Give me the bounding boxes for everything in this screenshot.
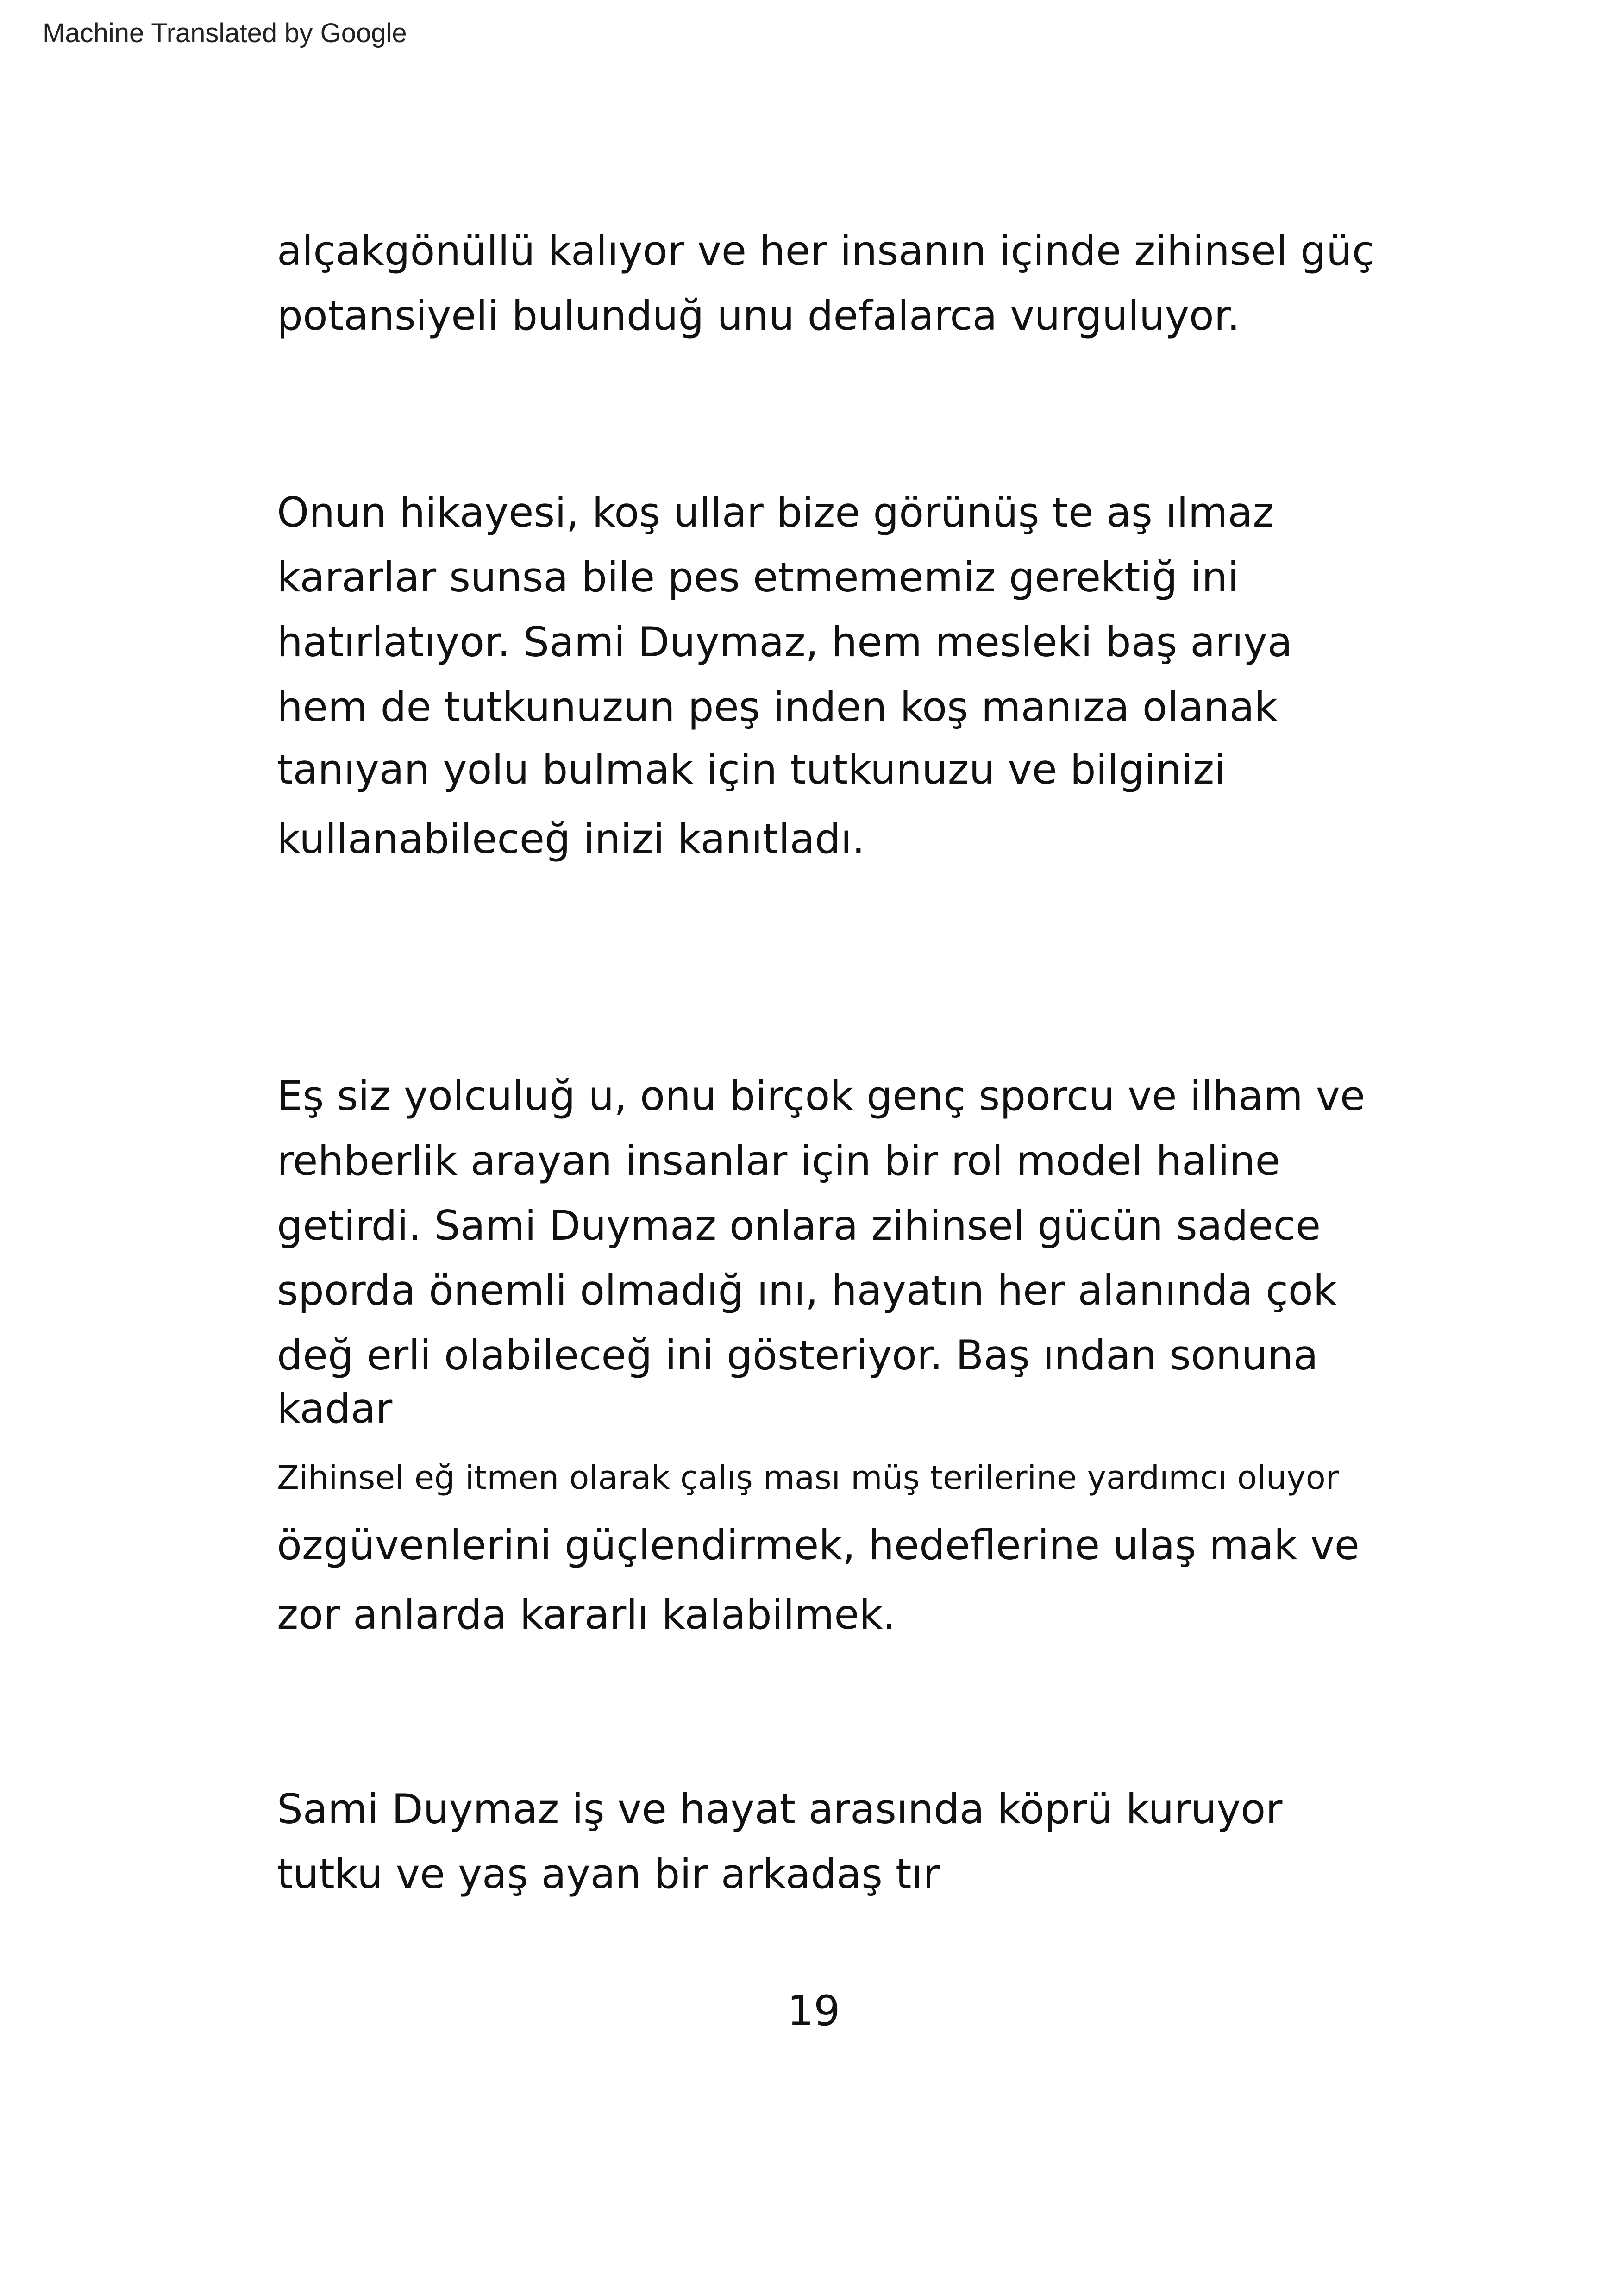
text-line: Onun hikayesi, koş ullar bize görünüş te aş ılmaz: [277, 489, 1274, 536]
page-number: 19: [787, 1987, 840, 2035]
text-line: özgüvenlerini güçlendirmek, hedeflerine ulaş mak ve: [277, 1521, 1360, 1569]
text-line: hem de tutkunuzun peş inden koş manıza olanak: [277, 683, 1278, 731]
machine-translation-watermark: Machine Translated by Google: [43, 18, 407, 48]
text-line: Sami Duymaz iş ve hayat arasında köprü kuruyor: [277, 1785, 1283, 1833]
text-line: rehberlik arayan insanlar için bir rol model haline: [277, 1137, 1280, 1185]
text-line: getirdi. Sami Duymaz onlara zihinsel gücün sadece: [277, 1202, 1321, 1249]
text-line: Zihinsel eğ itmen olarak çalış ması müş terilerine yardımcı oluyor: [277, 1459, 1339, 1497]
text-line: sporda önemli olmadığ ını, hayatın her alanında çok: [277, 1267, 1337, 1314]
text-line: hatırlatıyor. Sami Duymaz, hem mesleki baş arıya: [277, 618, 1292, 666]
text-line: değ erli olabileceğ ini gösteriyor. Baş ından sonuna: [277, 1331, 1318, 1379]
text-line: kullanabileceğ inizi kanıtladı.: [277, 815, 865, 863]
text-line: tanıyan yolu bulmak için tutkunuzu ve bilginizi: [277, 746, 1226, 793]
text-line: alçakgönüllü kalıyor ve her insanın içinde zihinsel güç: [277, 227, 1375, 275]
text-line: tutku ve yaş ayan bir arkadaş tır: [277, 1850, 940, 1898]
text-line: Eş siz yolculuğ u, onu birçok genç sporcu ve ilham ve: [277, 1072, 1366, 1120]
text-line: zor anlarda kararlı kalabilmek.: [277, 1591, 896, 1638]
text-line: potansiyeli bulunduğ unu defalarca vurguluyor.: [277, 292, 1240, 339]
text-line: kadar: [277, 1385, 393, 1432]
text-line: kararlar sunsa bile pes etmememiz gerektiğ ini: [277, 553, 1239, 601]
